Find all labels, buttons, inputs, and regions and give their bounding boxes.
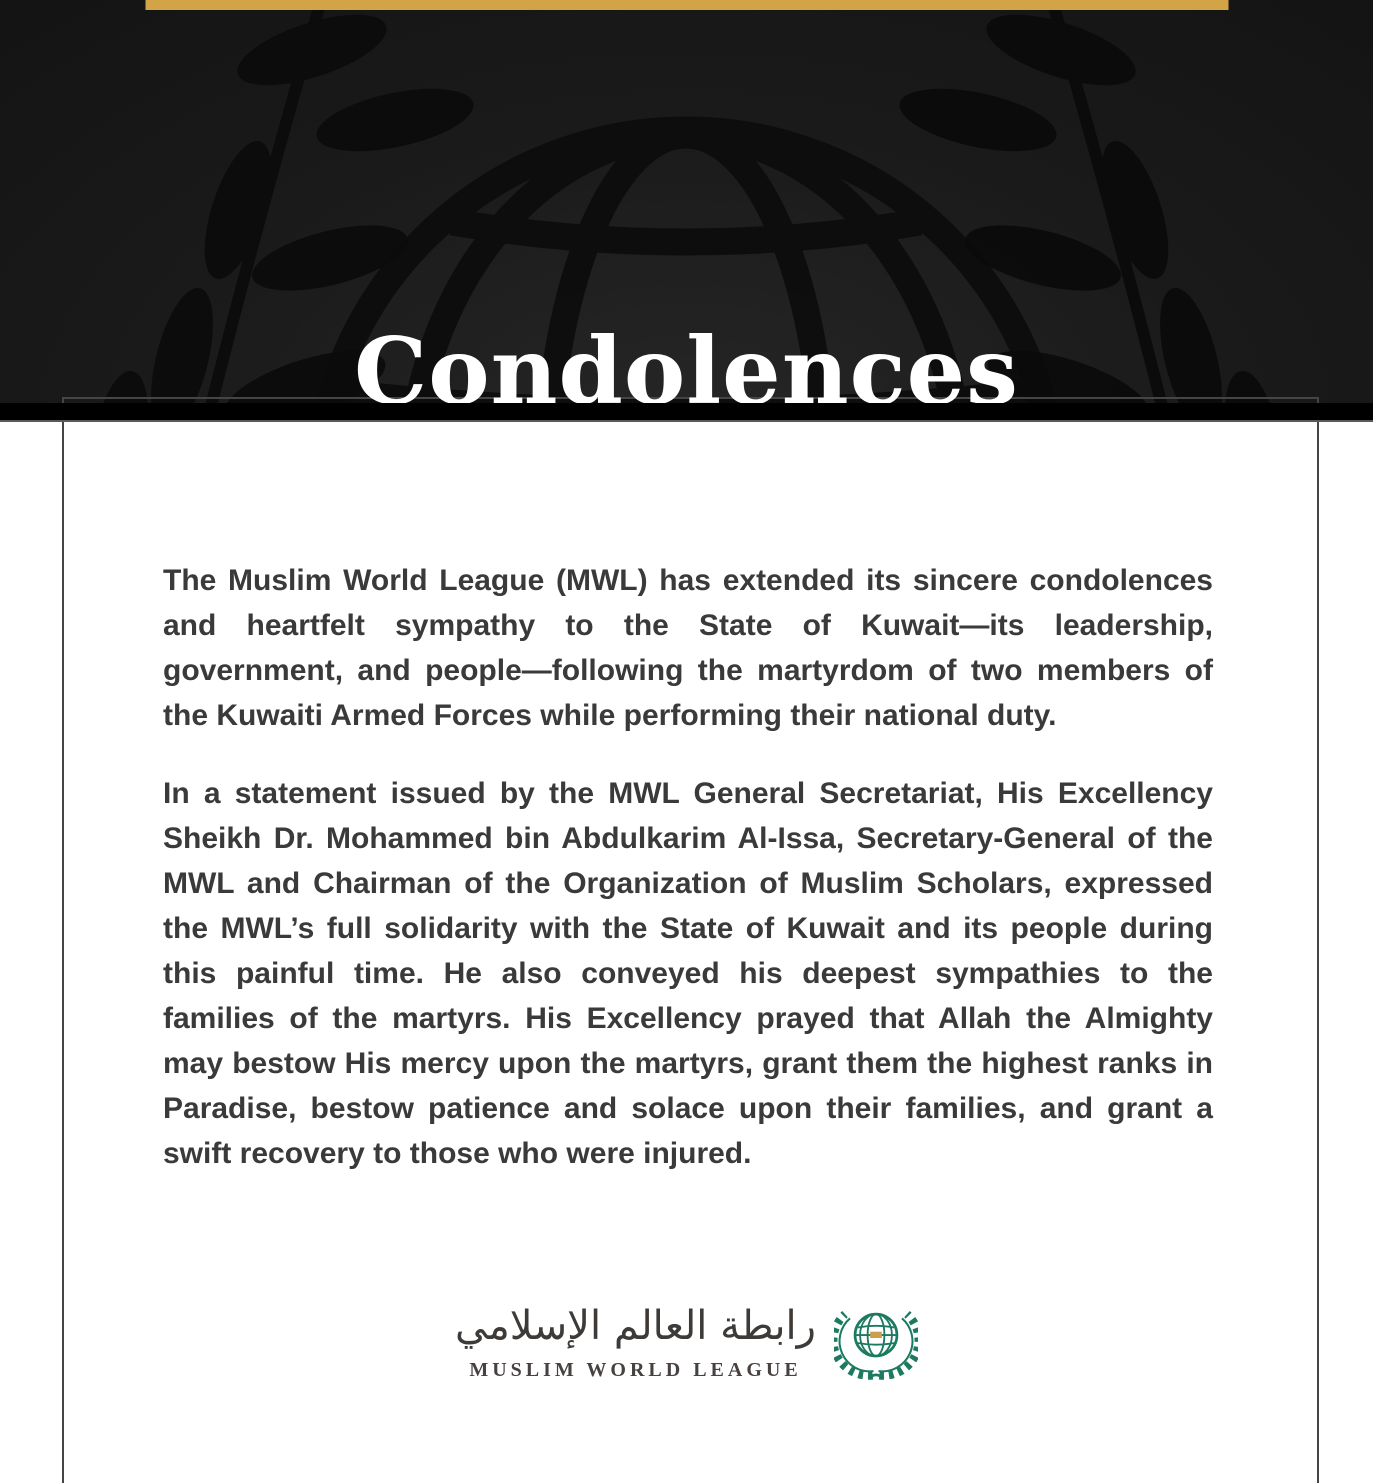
mwl-emblem-icon xyxy=(834,1294,918,1382)
mwl-arabic-name: رابطة العالم الإسلامي xyxy=(455,1303,816,1349)
paragraph-2: In a statement issued by the MWL General Secretariat, His Excellency Sheikh Dr. Mohammed bin Abdulkarim Al-Issa, Secretary-General of the MWL and Chairman of the Organization of Muslim Scholars, expressed the MWL’s full solidarity with the State of Kuwait and its people during this painful time. He also conveyed his deepest sympathies to the families of the martyrs. His Excellency prayed that Allah the Almighty may bestow His mercy upon the martyrs, grant them the highest ranks in Paradise, bestow patience and solace upon their families, and grant a swift recovery to those who were injured. xyxy=(163,777,1213,1170)
article-body xyxy=(163,558,1213,1176)
header-banner xyxy=(0,0,1373,403)
page-title: Condolences xyxy=(354,316,1019,403)
gold-accent-bar xyxy=(145,0,1228,10)
mwl-logo xyxy=(0,1294,1373,1382)
kaaba-door-accent xyxy=(870,1332,882,1338)
mwl-logo-text xyxy=(455,1304,816,1382)
mwl-wordmark: MUSLIM WORLD LEAGUE xyxy=(469,1359,802,1381)
paragraph-1: The Muslim World League (MWL) has extended its sincere condolences and heartfelt sympathy to the State of Kuwait—its leadership, government, and people—following the martyrdom of two members of the Kuwaiti Armed Forces while performing their national duty. xyxy=(163,564,1213,732)
header-divider xyxy=(0,403,1373,422)
